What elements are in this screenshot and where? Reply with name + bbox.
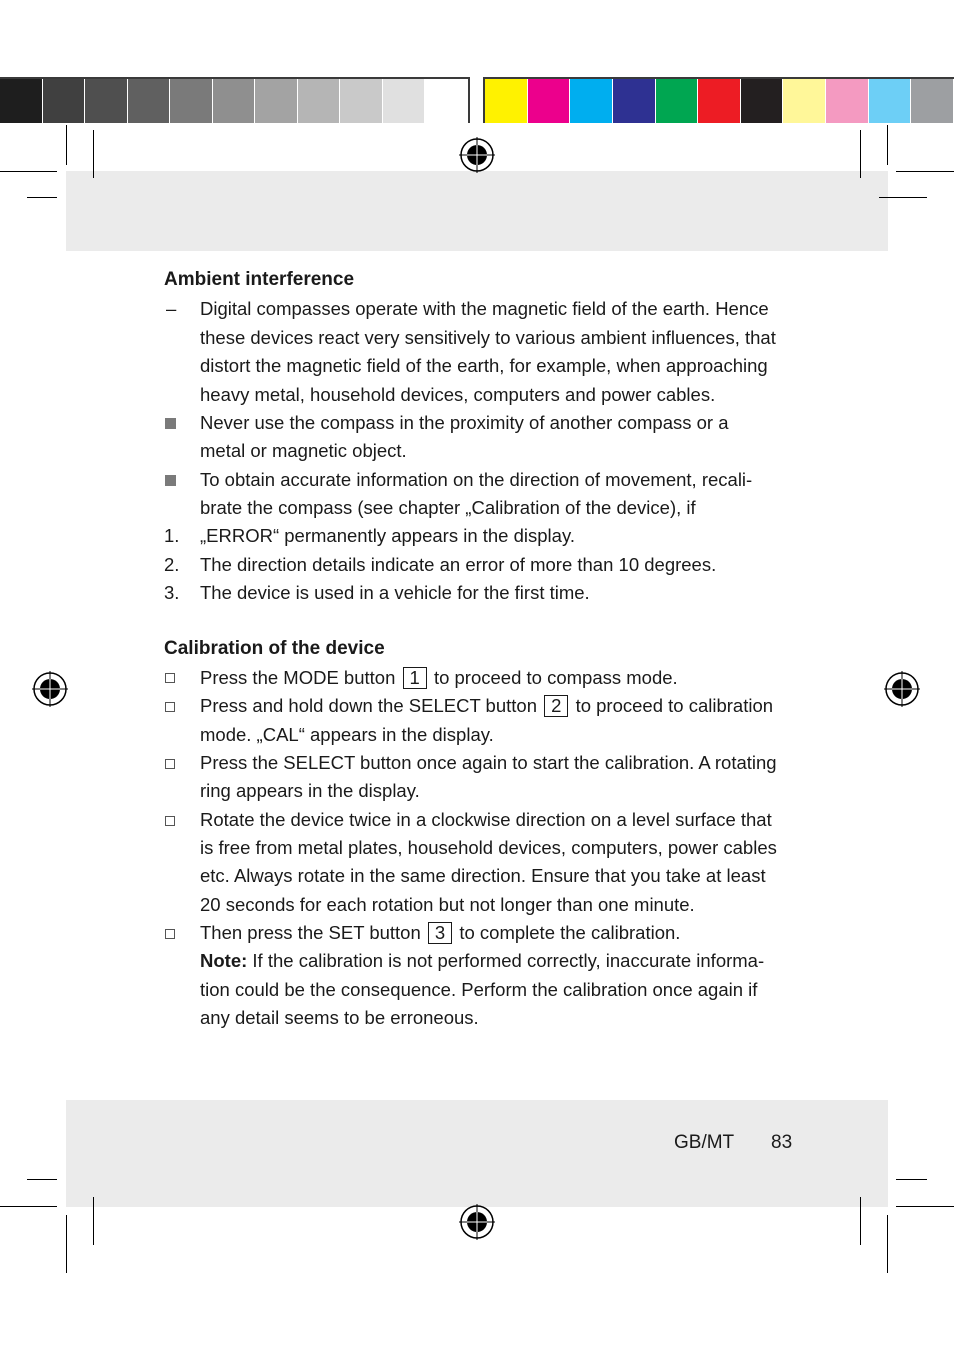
paragraph-line: these devices react very sensitively to various ambient influences, that: [200, 327, 776, 348]
crop-mark: [66, 1215, 67, 1273]
crop-mark: [0, 171, 57, 172]
note-line: tion could be the consequence. Perform the calibration once again if: [200, 979, 758, 1000]
color-swatch: [911, 79, 954, 123]
color-swatch: [783, 79, 826, 123]
registration-mark-icon: [884, 671, 920, 707]
paragraph-line: brate the compass (see chapter „Calibration of the device), if: [200, 497, 696, 518]
section-heading: Calibration of the device: [164, 638, 385, 659]
step-line: Press the SELECT button once again to start the calibration. A rotating: [200, 752, 777, 773]
crop-mark: [879, 197, 927, 198]
checkbox-square-icon: [165, 816, 175, 826]
step-line: mode. „CAL“ appears in the display.: [200, 724, 494, 745]
registration-mark-icon: [32, 671, 68, 707]
color-swatch: [298, 79, 341, 123]
crop-mark: [0, 1206, 57, 1207]
color-swatch: [213, 79, 256, 123]
crop-mark: [93, 1197, 94, 1245]
footer-band: [66, 1100, 888, 1207]
step-line: Press and hold down the SELECT button 2 to proceed to calibration: [200, 695, 774, 716]
color-swatch: [741, 79, 784, 123]
color-swatch: [869, 79, 912, 123]
crop-mark: [887, 1215, 888, 1273]
page-number: 83: [771, 1132, 793, 1153]
paragraph-line: metal or magnetic object.: [200, 440, 407, 461]
crop-mark: [860, 1197, 861, 1245]
process-color-bar: [483, 77, 954, 123]
registration-mark-icon: [459, 1204, 495, 1240]
paragraph-line: Never use the compass in the proximity of another compass or a: [200, 412, 729, 433]
button-number-box: 1: [403, 667, 427, 689]
list-item: The direction details indicate an error of more than 10 degrees.: [200, 554, 717, 575]
color-swatch: [43, 79, 86, 123]
checkbox-square-icon: [165, 702, 175, 712]
crop-mark: [887, 125, 888, 165]
list-item: The device is used in a vehicle for the first time.: [200, 582, 590, 603]
paragraph-line: Digital compasses operate with the magnetic field of the earth. Hence: [200, 298, 769, 319]
color-swatch: [85, 79, 128, 123]
color-swatch: [340, 79, 383, 123]
step-line: Press the MODE button 1 to proceed to compass mode.: [200, 667, 678, 688]
button-number-box: 2: [544, 695, 568, 717]
step-line: Rotate the device twice in a clockwise direction on a level surface that: [200, 809, 772, 830]
step-line: is free from metal plates, household devices, computers, power cables: [200, 837, 777, 858]
registration-mark-icon: [459, 137, 495, 173]
color-swatch: [826, 79, 869, 123]
list-number: 2.: [164, 554, 180, 575]
crop-mark: [896, 1179, 927, 1180]
color-swatch: [128, 79, 171, 123]
language-code: GB/MT: [674, 1132, 735, 1153]
bullet-square-icon: [165, 475, 176, 486]
list-item: „ERROR“ permanently appears in the display.: [200, 525, 575, 546]
note-line: any detail seems to be erroneous.: [200, 1007, 479, 1028]
color-swatch: [485, 79, 528, 123]
color-swatch: [425, 79, 468, 123]
color-swatch: [383, 79, 426, 123]
color-swatch: [255, 79, 298, 123]
color-swatch: [656, 79, 699, 123]
paragraph-line: heavy metal, household devices, computers and power cables.: [200, 384, 716, 405]
dash-marker: –: [166, 298, 177, 319]
step-line: Then press the SET button 3 to complete the calibration.: [200, 922, 681, 943]
crop-mark: [27, 1179, 57, 1180]
color-swatch: [0, 79, 43, 123]
crop-mark: [860, 130, 861, 178]
color-swatch: [613, 79, 656, 123]
color-swatch: [698, 79, 741, 123]
note-label: Note:: [200, 950, 248, 971]
crop-mark: [896, 171, 954, 172]
step-line: ring appears in the display.: [200, 780, 420, 801]
color-swatch: [570, 79, 613, 123]
crop-mark: [896, 1206, 954, 1207]
list-number: 3.: [164, 582, 180, 603]
step-line: etc. Always rotate in the same direction. Ensure that you take at least: [200, 865, 766, 886]
list-number: 1.: [164, 525, 180, 546]
crop-mark: [66, 125, 67, 165]
step-line: 20 seconds for each rotation but not longer than one minute.: [200, 894, 695, 915]
paragraph-line: distort the magnetic field of the earth, for example, when approaching: [200, 355, 768, 376]
paragraph-line: To obtain accurate information on the direction of movement, recali-: [200, 469, 753, 490]
checkbox-square-icon: [165, 673, 175, 683]
note-line: Note: If the calibration is not performed correctly, inaccurate informa-: [200, 950, 765, 971]
checkbox-square-icon: [165, 759, 175, 769]
header-band: [66, 171, 888, 251]
color-swatch: [170, 79, 213, 123]
grayscale-color-bar: [0, 77, 470, 123]
crop-mark: [93, 130, 94, 178]
bullet-square-icon: [165, 418, 176, 429]
section-heading: Ambient interference: [164, 269, 355, 290]
crop-mark: [27, 197, 57, 198]
button-number-box: 3: [428, 922, 452, 944]
checkbox-square-icon: [165, 929, 175, 939]
color-swatch: [528, 79, 571, 123]
